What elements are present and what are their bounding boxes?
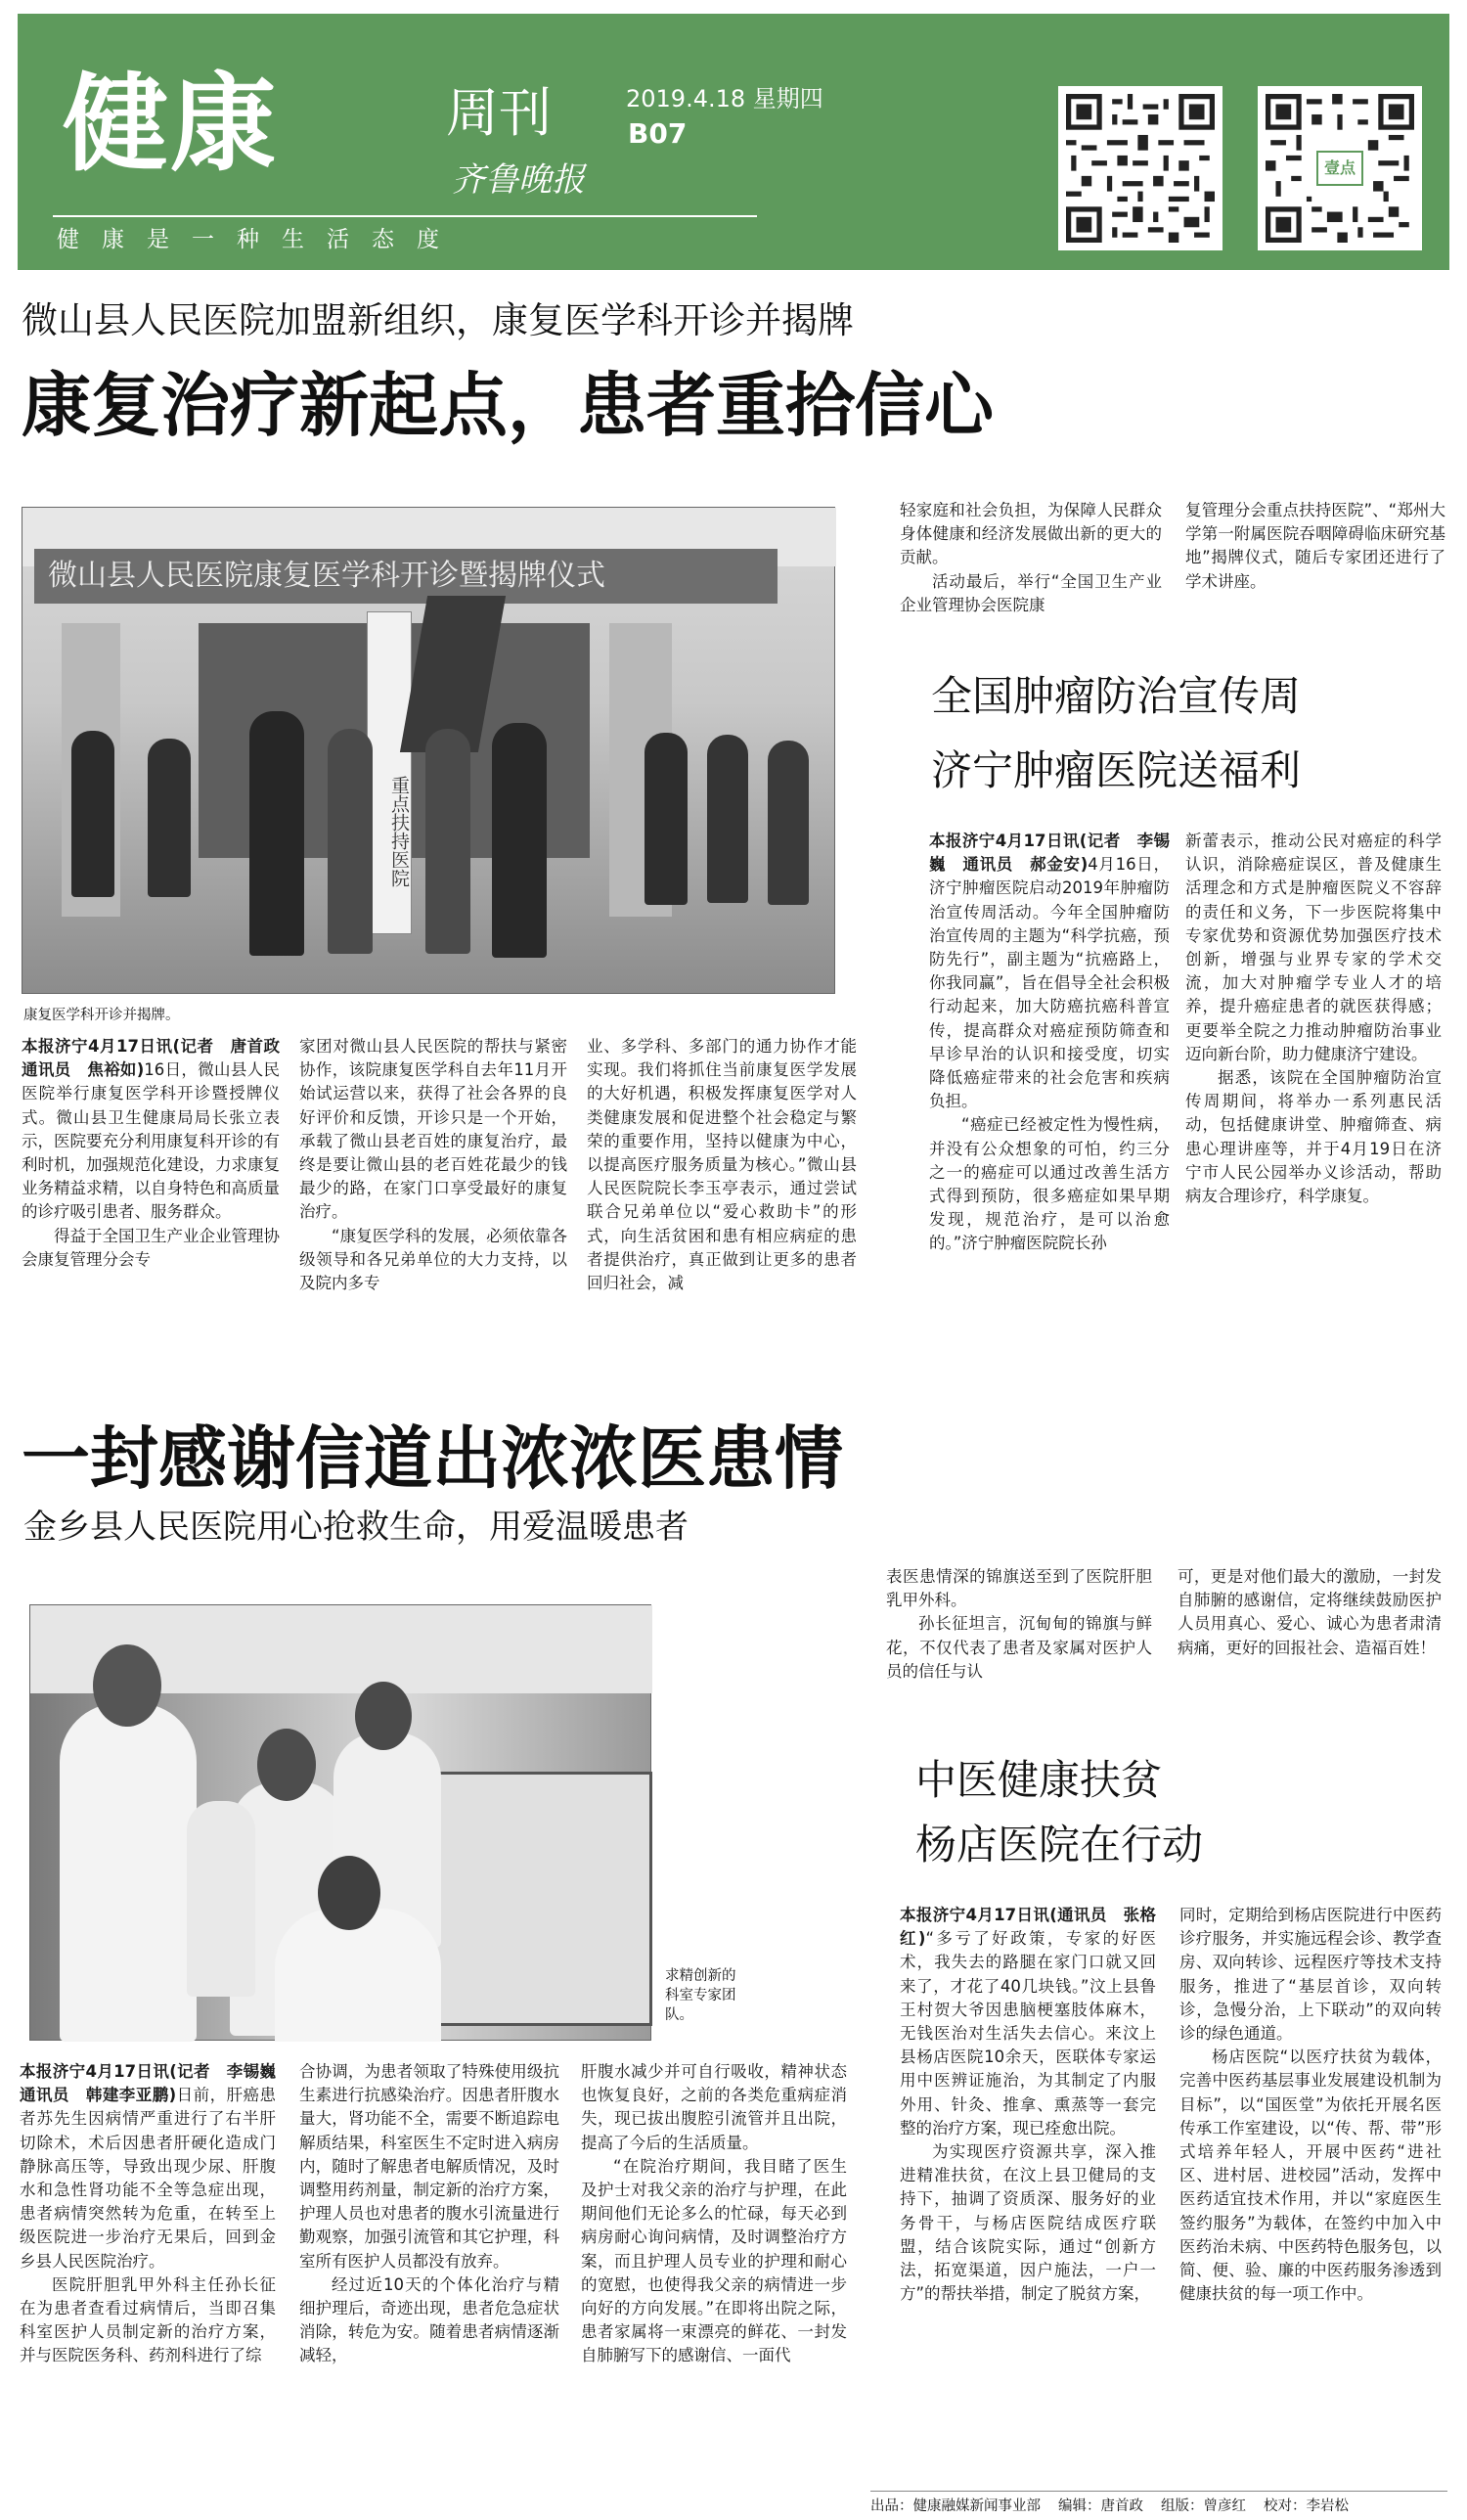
article2-col1	[929, 830, 1170, 1456]
paragraph: 杨店医院“以医疗扶贫为载体，完善中医药基层事业发展建设机制为目标”，以“国医堂”为依托开展名医传承工作室建设，以“传、帮、带”形式培养年轻人，开展中医药“进社区、进村居、进校园”活动，发挥中医药适宜技术作用，并以“家庭医生签约服务”为载体，在签约中加入中医药治未病、中医药特色服务包，以简、便、验、廉的中医药服务渗透到健康扶贫的每一项工作中。	[1179, 2048, 1442, 2304]
masthead-slogan: 健 康 是 一 种 生 活 态 度	[57, 227, 439, 252]
article4-col2	[1179, 1904, 1442, 2491]
paragraph: 经过近10天的个体化治疗与精细护理后，奇迹出现，患者危急症状消除，转危为安。随着患者病情逐渐减轻，	[299, 2274, 559, 2365]
paragraph: 4月16日，济宁肿瘤医院启动2019年肿瘤防治宣传周活动。今年全国肿瘤防治宣传周的主题为“科学抗癌，预防先行”，副主题为“抗癌路上，你我同赢”，旨在倡导全社会积极行动起来，加大防癌抗癌科普宣传，提高群众对癌症预防筛查和早诊早治的认识和接受度，切实降低癌症带来的社会危害和疾病负担。	[929, 855, 1170, 1111]
article4-headline-line1: 中医健康扶贫	[915, 1756, 1163, 1804]
article2-headline-line2: 济宁肿瘤医院送福利	[931, 746, 1302, 794]
article1-subtitle: 微山县人民医院加盟新组织，康复医学科开诊并揭牌	[22, 299, 854, 341]
qr-pattern-icon	[1066, 94, 1215, 243]
paragraph: 日前，肝癌患者苏先生因病情严重进行了右半肝切除术，术后因患者肝硬化造成门静脉高压等，导致出现少尿、肝腹水和急性肾功能不全等急症出现，患者病情突然转为危重，在转至上级医院进一步治疗无果后，回到金乡县人民医院治疗。	[20, 2086, 277, 2271]
photo-person	[148, 739, 191, 897]
paragraph: 16日，微山县人民医院举行康复医学科开诊暨授牌仪式。微山县卫生健康局局长张立表示，医院要充分利用康复科开诊的有利时机，加强规范化建设，力求康复业务精益求精，以自身特色和高质量的诊疗吸引患者、服务群众。	[22, 1060, 281, 1222]
article3-headline: 一封感谢信道出浓浓医患情	[22, 1418, 843, 1499]
photo-person	[707, 735, 748, 903]
footer-publisher: 出品：健康融媒新闻事业部	[870, 2498, 1041, 2514]
masthead-divider	[53, 215, 757, 217]
article1-cont1	[900, 499, 1162, 630]
footer-credits	[870, 2497, 1447, 2516]
article1-headline: 康复治疗新起点，患者重拾信心	[22, 365, 995, 446]
paragraph: “多亏了好政策，专家的好医术，我失去的路腿在家门口就又回来了，才花了40几块钱。”汶上县鲁王村贺大爷因患脑梗塞肢体麻木，无钱医治对生活失去信心。来汶上县杨店医院10余天，医联体专家运用中医辨证施治，为其制定了内服外用、针灸、推拿、熏蒸等一套完整的治疗方案，现已痊愈出院。	[900, 1929, 1156, 2138]
photo-person	[645, 733, 688, 905]
photo-plaque: 重点扶持医院	[367, 611, 412, 934]
paragraph: 同时，定期给到杨店医院进行中医药诊疗服务，并实施远程会诊、教学查房、双向转诊、远程医疗等技术支持服务，推进了“基层首诊，双向转诊，急慢分治，上下联动”的双向转诊的绿色通道。	[1179, 1906, 1442, 2044]
article3-col2	[299, 2060, 559, 2491]
photo-monitor	[425, 1772, 652, 2026]
photo-doctor	[60, 1703, 197, 2042]
article3-top1	[886, 1565, 1152, 1712]
photo-person	[492, 723, 547, 958]
paragraph: 可，更是对他们最大的激励，一封发自肺腑的感谢信，定将继续鼓励医护人员用真心、爱心、诚心为患者肃清病痛，更好的回报社会、造福百姓！	[1178, 1567, 1442, 1657]
qr-code-right[interactable]	[1258, 86, 1422, 250]
article1-photo-caption: 康复医学科开诊并揭牌。	[23, 1008, 180, 1023]
article3-photo-caption: 求精创新的科室专家团队。	[665, 1968, 736, 2023]
masthead-date: 2019.4.18 星期四	[626, 85, 823, 112]
paragraph: 轻家庭和社会负担，为保障人民群众身体健康和经济发展做出新的更大的贡献。	[900, 501, 1162, 567]
paragraph: 医院肝胆乳甲外科主任孙长征在为患者查看过病情后，当即召集科室医护人员制定新的治疗方案，并与医院医务科、药剂科进行了综	[20, 2274, 276, 2365]
article3-top2	[1178, 1565, 1442, 1712]
masthead	[18, 14, 1449, 270]
photo-person	[249, 711, 304, 956]
article3-col1	[20, 2060, 292, 2491]
paragraph: 家团对微山县人民医院的帮扶与紧密协作，该院康复医学科自去年11月开始试运营以来，获得了社会各界的良好评价和反馈，开诊只是一个开始，承载了微山县老百姓的康复治疗，最终是要让微山县的老百姓花最少的钱最少的路，在家门口享受最好的康复治疗。	[299, 1037, 567, 1222]
article3-col3	[581, 2060, 847, 2491]
footer-rule	[870, 2491, 1447, 2492]
footer-editor: 编辑：唐首政	[1058, 2498, 1143, 2514]
footer-proofreader: 校对：李岩松	[1264, 2498, 1349, 2514]
masthead-title: 健康	[63, 64, 279, 186]
paragraph: 据悉，该院在全国肿瘤防治宣传周期间，将举办一系列惠民活动，包括健康讲堂、肿瘤筛查、病患心理讲座等，并于4月19日在济宁市人民公园举办义诊活动，帮助病友合理诊疗，科学康复。	[1185, 1068, 1442, 1206]
article4-headline-line2: 杨店医院在行动	[915, 1821, 1204, 1868]
paragraph: 活动最后，举行“全国卫生产业企业管理协会医院康	[900, 571, 1162, 614]
paragraph: 新蕾表示，推动公民对癌症的科学认识，消除癌症误区，普及健康生活理念和方式是肿瘤医院义不容辞的责任和义务，下一步医院将集中专家优势和资源优势加强医疗技术创新，增强与业界专家的学术交流，加大对肿瘤学专业人才的培养，提升癌症患者的就医获得感；更要举全院之力推动肿瘤防治事业迈向新台阶，助力健康济宁建设。	[1185, 832, 1442, 1063]
photo-person	[328, 729, 373, 954]
paragraph: “康复医学科的发展，必须依靠各级领导和各兄弟单位的大力支持，以及院内多专	[299, 1226, 567, 1293]
article1-col2	[299, 1035, 567, 1456]
article3-subtitle: 金乡县人民医院用心抢救生命，用爱温暖患者	[23, 1508, 689, 1547]
paragraph: 表医患情深的锦旗送至到了医院肝胆乳甲外科。	[886, 1567, 1152, 1610]
article2-col2	[1185, 830, 1442, 1456]
qr-badge: 壹点	[1316, 151, 1363, 186]
photo-doctor	[187, 1801, 255, 1997]
photo-person	[768, 741, 809, 905]
article1-photo	[22, 507, 835, 994]
byline: 本报济宁4月17日讯(记者 唐首政 通讯员 焦裕如)	[22, 1037, 296, 1080]
paragraph: “癌症已经被定性为慢性病，并没有公众想象的可怕，约三分之一的癌症可以通过改善生活方式得到预防，很多癌症如果早期发现，规范治疗，是可以治愈的。”济宁肿瘤医院院长孙	[929, 1115, 1170, 1253]
article4-col1	[900, 1904, 1156, 2491]
article1-cont2	[1185, 499, 1445, 630]
photo-doctor-head	[318, 1856, 380, 1930]
article1-col1	[22, 1035, 296, 1456]
paragraph: 合协调，为患者领取了特殊使用级抗生素进行抗感染治疗。因患者肝腹水量大，肾功能不全，需要不断追踪电解质结果，科室医生不定时进入病房内，随时了解患者电解质情况，及时调整用药剂量，制定新的治疗方案，护理人员也对患者的腹水引流量进行勤观察，加强引流管和其它护理，科室所有医护人员都没有放弃。	[299, 2062, 559, 2271]
masthead-paper: 齐鲁晚报	[452, 160, 585, 200]
byline: 本报济宁4月17日讯(通讯员 张格红)	[900, 1906, 1156, 1949]
photo-banner: 微山县人民医院康复医学科开诊暨揭牌仪式	[34, 549, 778, 604]
photo-doctor-head	[93, 1644, 161, 1727]
footer-layout: 组版：曾彦红	[1161, 2498, 1246, 2514]
photo-doctor-head	[257, 1729, 316, 1801]
byline: 本报济宁4月17日讯(记者 李锡巍 通讯员 郝金安)	[929, 832, 1170, 875]
paragraph: 得益于全国卫生产业企业管理协会康复管理分会专	[22, 1226, 280, 1269]
paragraph: 为实现医疗资源共享，深入推进精准扶贫，在汶上县卫健局的支持下，抽调了资质深、服务好的业务骨干，与杨店医院结成医疗联盟，结合该院实际，通过“创新方法，拓宽渠道，因户施法，一户一方”的帮扶举措，制定了脱贫方案，	[900, 2142, 1156, 2304]
photo-person	[71, 731, 114, 897]
article2-headline-line1: 全国肿瘤防治宣传周	[931, 672, 1302, 720]
masthead-page: B07	[628, 117, 688, 150]
paragraph: 孙长征坦言，沉甸甸的锦旗与鲜花，不仅代表了患者及家属对医护人员的信任与认	[886, 1614, 1152, 1681]
byline: 本报济宁4月17日讯(记者 李锡巍 通讯员 韩建李亚鹏)	[20, 2062, 292, 2105]
masthead-weekly: 周刊	[446, 82, 552, 144]
qr-code-left[interactable]	[1058, 86, 1222, 250]
photo-person	[425, 729, 470, 954]
article1-col3	[587, 1035, 857, 1456]
paragraph: 业、多学科、多部门的通力协作才能实现。我们将抓住当前康复医学发展的大好机遇，积极发挥康复医学对人类健康发展和促进整个社会稳定与繁荣的重要作用，坚持以健康为中心，以提高医疗服务质量为核心。”微山县人民医院院长李玉亭表示，通过尝试联合兄弟单位以“爱心救助卡”的形式，向生活贫困和患有相应病症的患者提供治疗，真正做到让更多的患者回归社会，减	[587, 1037, 857, 1293]
paragraph: “在院治疗期间，我目睹了医生及护士对我父亲的治疗与护理，在此期间他们无论多么的忙碌，每天必到病房耐心询问病情，及时调整治疗方案，而且护理人员专业的护理和耐心的宽慰，也使得我父亲的病情进一步向好的方向发展。”在即将出院之际，患者家属将一束漂亮的鲜花、一封发自肺腑写下的感谢信、一面代	[581, 2156, 847, 2365]
article3-photo	[29, 1604, 651, 2041]
paragraph: 肝腹水减少并可自行吸收，精神状态也恢复良好，之前的各类危重病症消失，现已拔出腹腔引流管并且出院，提高了今后的生活质量。	[581, 2062, 847, 2152]
paragraph: 复管理分会重点扶持医院”、“郑州大学第一附属医院吞咽障碍临床研究基地”揭牌仪式，随后专家团还进行了学术讲座。	[1185, 501, 1445, 591]
photo-doctor-head	[355, 1682, 412, 1750]
